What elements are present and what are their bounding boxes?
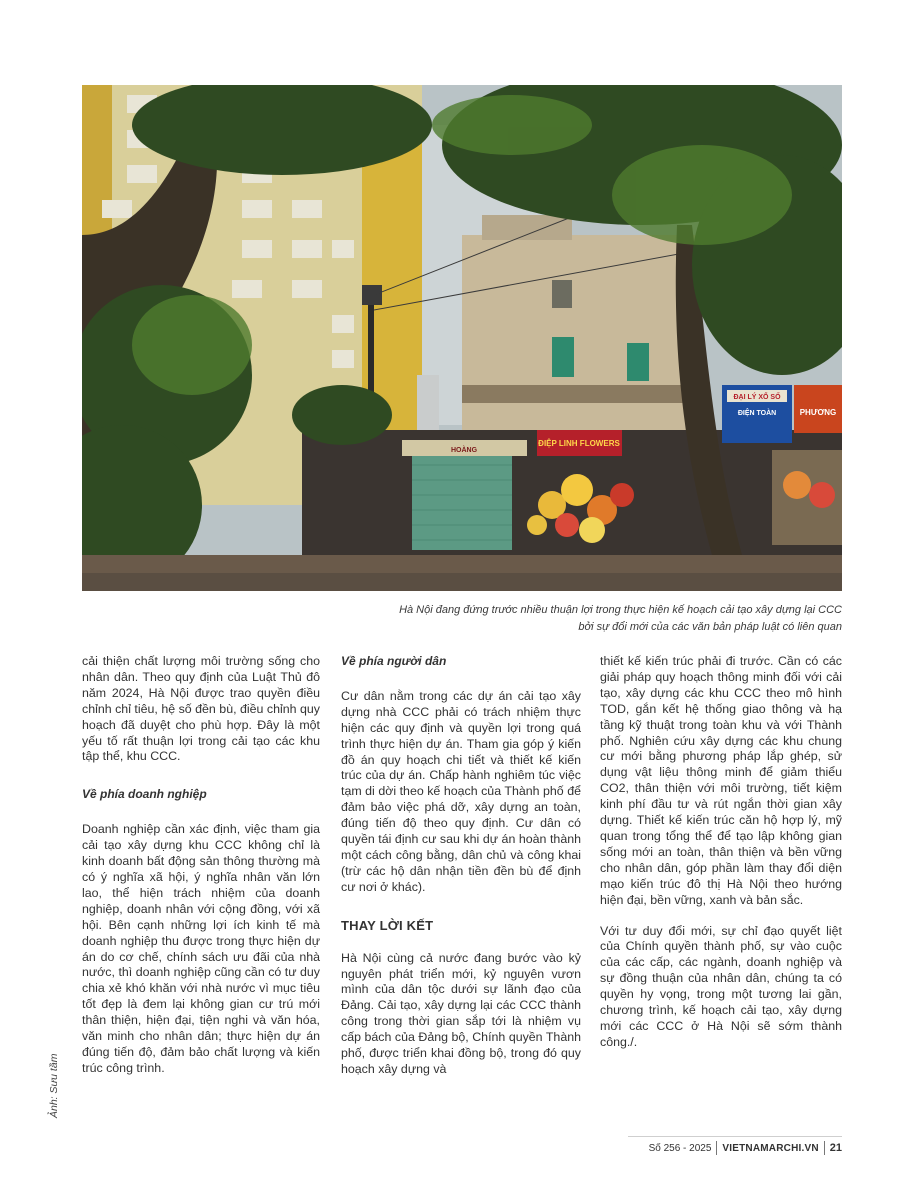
column-3 <box>600 654 842 1066</box>
subheading-business: Về phía doanh nghiệp <box>82 787 207 802</box>
paragraph: Doanh nghiệp cần xác định, việc tham gia cải tạo xây dựng khu CCC không chỉ là kinh doanh bất động sản thông thường mà có ý nghĩa xã hội, ý nghĩa nhân văn lớn lao, thể hiện trách nhiệm của doanh nghiệp, doanh nhân với cộng đồng, với xã hội. Bên cạnh những lợi ích kinh tế mà doanh nghiệp thu được trong thực hiện dự án do cơ chế, chính sách ưu đãi của nhà nước, thì doanh nghiệp cũng cần có tư duy chia xẻ khó khăn với nhà nước vì mục tiêu tốt đẹp là đem lại không gian cư trú mới thân thiện, hiện đại, tiện nghi và văn hóa, văn minh cho nhân dân; thực hiện dự án đúng tiến độ, đảm bảo chất lượng và kiến trúc công trình. <box>82 822 320 1075</box>
column-2 <box>341 654 581 1093</box>
page-number: 21 <box>829 1142 842 1154</box>
caption-line-2: bởi sự đổi mới của các văn bản pháp luật có liên quan <box>578 621 842 633</box>
sign-phuong: PHƯƠNG <box>799 408 837 417</box>
sign-flowers: ĐIỆP LINH FLOWERS <box>538 439 620 448</box>
paragraph: Hà Nội cùng cả nước đang bước vào kỷ nguyên phát triển mới, kỷ nguyên vươn mình của dân tộc dưới sự lãnh đạo của Đảng. Cải tạo, xây dựng lại các CCC thành công trong thời gian sắp tới là nhiệm vụ cấp bách của Đảng bộ, Chính quyền Thành phố, được triển khai đồng bộ, trong đó quy hoạch xây dựng và <box>341 950 581 1076</box>
section-heading-conclusion: THAY LỜI KẾT <box>341 917 434 933</box>
street-photo <box>82 85 842 591</box>
paragraph: thiết kế kiến trúc phải đi trước. Cần có các giải pháp quy hoạch thông minh đối với cải tạo, xây dựng các khu CCC theo mô hình TOD, gắn kết hệ thống giao thông và hạ tầng kỹ thuật trong toàn khu và với Thành phố. Nghiên cứu xây dựng các khu chung cư mới bằng phương pháp lắp ghép, sử dụng vật liệu thông minh để giảm thiểu CO2, thân thiện với môi trường, tiết kiệm kinh phí đầu tư và rút ngắn thời gian xây dựng. Thiết kế kiến trúc căn hộ hợp lý, mỹ quan trong tổng thể để tạo lập không gian sống mới an toàn, thân thiện và bền vững cho nhân dân, góp phần làm thay đổi diện mạo kiến trúc đô thị Hà Nội theo hướng hiện đại, bền vững, xanh và bản sắc. <box>600 654 842 907</box>
issue-number: Số 256 - 2025 <box>648 1142 712 1154</box>
paragraph: Với tư duy đổi mới, sự chỉ đạo quyết liệt của Chính quyền thành phố, sự vào cuộc của các cấp, các ngành, doanh nghiệp và sự đồng thuận của nhân dân, chúng ta có quyền hy vọng, trong một tương lai gần, chương trình, kế hoạch cải tạo, xây dựng mới các CCC ở Hà Nội sẽ sớm thành công./. <box>600 923 842 1049</box>
paragraph: cải thiện chất lượng môi trường sống cho nhân dân. Theo quy định của Luật Thủ đô năm 2024, Hà Nội được trao quyền điều chỉnh chỉ tiêu, hệ số đền bù, điều chỉnh quy hoạch đã duyệt cho phù hợp. Đây là một yếu tố rất thuận lợi trong cải tạo các khu tập thể, khu CCC. <box>82 654 320 764</box>
site-name: VIETNAMARCHI.VN <box>722 1142 819 1154</box>
sign-lottery: ĐẠI LÝ XỔ SỐ <box>733 394 781 401</box>
subheading-residents: Về phía người dân <box>341 654 447 668</box>
sign-dien-toan: ĐIỆN TOÀN <box>737 410 777 417</box>
page-footer <box>628 1136 842 1159</box>
column-1 <box>82 654 320 1092</box>
photo-caption <box>282 602 842 636</box>
photo-credit: Ảnh: Sưu tầm <box>48 1053 60 1118</box>
caption-line-1: Hà Nội đang đứng trước nhiều thuận lợi trong thực hiện kế hoạch cải tạo xây dựng lại CCC <box>399 604 842 616</box>
sign-hoang: HOÀNG <box>450 447 478 454</box>
paragraph: Cư dân nằm trong các dự án cải tạo xây dựng nhà CCC phải có trách nhiệm thực hiện các quy định và quyền lợi trong quá trình thực hiện dự án. Tham gia góp ý kiến đồ án quy hoạch chi tiết và thiết kế kiến trúc của dự án. Chấp hành nghiêm túc việc tạm di dời theo kế hoạch của Thành phố để đảm bảo việc phá dỡ, xây dựng an toàn, đúng tiến độ theo quy định. Cư dân có quyền tái định cư sau khi dự án hoàn thành một cách công bằng, dân chủ và công khai (trừ các hộ dân nhận tiền đền bù để định cư nơi ở khác). <box>341 688 581 894</box>
